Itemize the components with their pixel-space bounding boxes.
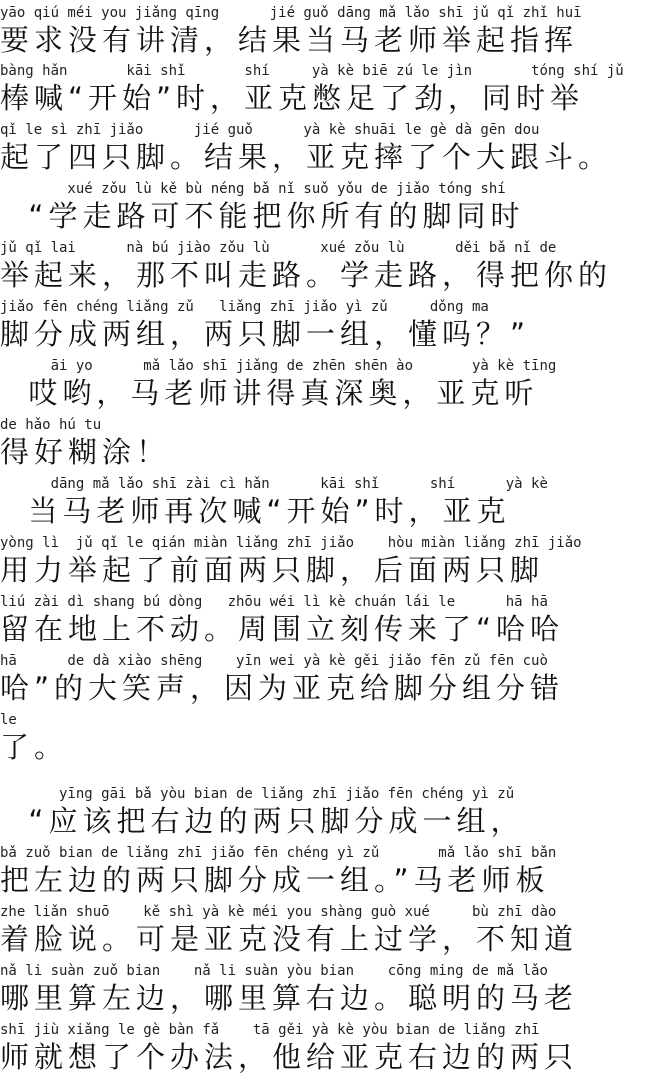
hanzi-line: 留在地上不动。周围立刻传来了“哈哈 <box>0 612 565 646</box>
hanzi-line: 棒喊“开始”时，亚克憋足了劲，同时举 <box>0 81 585 115</box>
hanzi-line: 着脸说。可是亚克没有上过学，不知道 <box>0 922 579 956</box>
hanzi-line: 师就想了个办法，他给亚克右边的两只 <box>0 1040 579 1074</box>
pinyin-line: le <box>0 712 17 728</box>
pinyin-line: xué zǒu lù kě bù néng bǎ nǐ suǒ yǒu de jiǎo tóng shí <box>0 181 506 197</box>
pinyin-line: āi yo mǎ lǎo shī jiǎng de zhēn shēn ào yà kè tīng <box>0 358 557 374</box>
text-line <box>0 2 655 60</box>
text-line <box>0 355 655 413</box>
pinyin-line: shī jiù xiǎng le gè bàn fǎ tā gěi yà kè yòu bian de liǎng zhī <box>0 1022 540 1038</box>
hanzi-line: 当马老师再次喊“开始”时，亚克 <box>0 494 511 528</box>
pinyin-line: yāo qiú méi you jiǎng qīng jié guǒ dāng mǎ lǎo shī jǔ qǐ zhǐ huī <box>0 5 582 21</box>
pinyin-line: liú zài dì shang bú dòng zhōu wéi lì kè chuán lái le hā hā <box>0 594 548 610</box>
hanzi-line: 要求没有讲清，结果当马老师举起指挥 <box>0 23 579 57</box>
pinyin-line: yòng lì jǔ qǐ le qián miàn liǎng zhī jiǎo hòu miàn liǎng zhī jiǎo <box>0 535 582 551</box>
pinyin-line: zhe liǎn shuō kě shì yà kè méi you shàng guò xué bù zhī dào <box>0 904 557 920</box>
hanzi-line: “学走路可不能把你所有的脚同时 <box>0 199 525 233</box>
hanzi-line: 哎哟，马老师讲得真深奥，亚克听 <box>0 376 539 410</box>
text-line <box>0 60 655 118</box>
text-line <box>0 842 655 900</box>
pinyin-line: jiǎo fēn chéng liǎng zǔ liǎng zhī jiǎo yì zǔ dǒng ma <box>0 299 489 315</box>
text-line <box>0 650 655 708</box>
text-line <box>0 473 655 531</box>
hanzi-line: 举起来，那不叫走路。学走路，得把你的 <box>0 258 613 292</box>
text-line <box>0 591 655 649</box>
pinyin-line: de hǎo hú tu <box>0 417 102 433</box>
pinyin-line: jǔ qǐ lai nà bú jiào zǒu lù xué zǒu lù děi bǎ nǐ de <box>0 240 557 256</box>
pinyin-line: yīng gāi bǎ yòu bian de liǎng zhī jiǎo fēn chéng yì zǔ <box>0 786 515 802</box>
hanzi-line: “应该把右边的两只脚分成一组， <box>0 804 525 838</box>
pinyin-line: nǎ li suàn zuǒ bian nǎ li suàn yòu bian cōng ming de mǎ lǎo <box>0 963 548 979</box>
pinyin-line: bàng hǎn kāi shǐ shí yà kè biē zú le jìn tóng shí jǔ <box>0 63 624 79</box>
text-line <box>0 532 655 590</box>
hanzi-line: 起了四只脚。结果，亚克摔了个大跟斗。 <box>0 140 613 174</box>
pinyin-line: hā de dà xiào shēng yīn wei yà kè gěi jiǎo fēn zǔ fēn cuò <box>0 653 548 669</box>
text-line <box>0 296 655 354</box>
pinyin-line: bǎ zuǒ bian de liǎng zhī jiǎo fēn chéng yì zǔ mǎ lǎo shī bǎn <box>0 845 557 861</box>
text-line <box>0 709 655 767</box>
pinyin-line: dāng mǎ lǎo shī zài cì hǎn kāi shǐ shí yà kè <box>0 476 548 492</box>
hanzi-line: 用力举起了前面两只脚，后面两只脚 <box>0 553 545 587</box>
hanzi-line: 得好糊涂！ <box>0 435 171 469</box>
text-line <box>0 119 655 177</box>
text-line <box>0 414 655 472</box>
hanzi-line: 了。 <box>0 730 69 764</box>
hanzi-line: 哈”的大笑声，因为亚克给脚分组分错 <box>0 671 565 705</box>
pinyin-line: qǐ le sì zhī jiǎo jié guǒ yà kè shuāi le gè dà gēn dou <box>0 122 540 138</box>
hanzi-line: 脚分成两组，两只脚一组，懂吗？” <box>0 317 531 351</box>
text-line <box>0 960 655 1018</box>
text-line <box>0 178 655 236</box>
text-line <box>0 1019 655 1077</box>
text-line <box>0 237 655 295</box>
hanzi-line: 把左边的两只脚分成一组。”马老师板 <box>0 863 550 897</box>
text-line <box>0 901 655 959</box>
hanzi-line: 哪里算左边，哪里算右边。聪明的马老 <box>0 981 579 1015</box>
text-line <box>0 783 655 841</box>
